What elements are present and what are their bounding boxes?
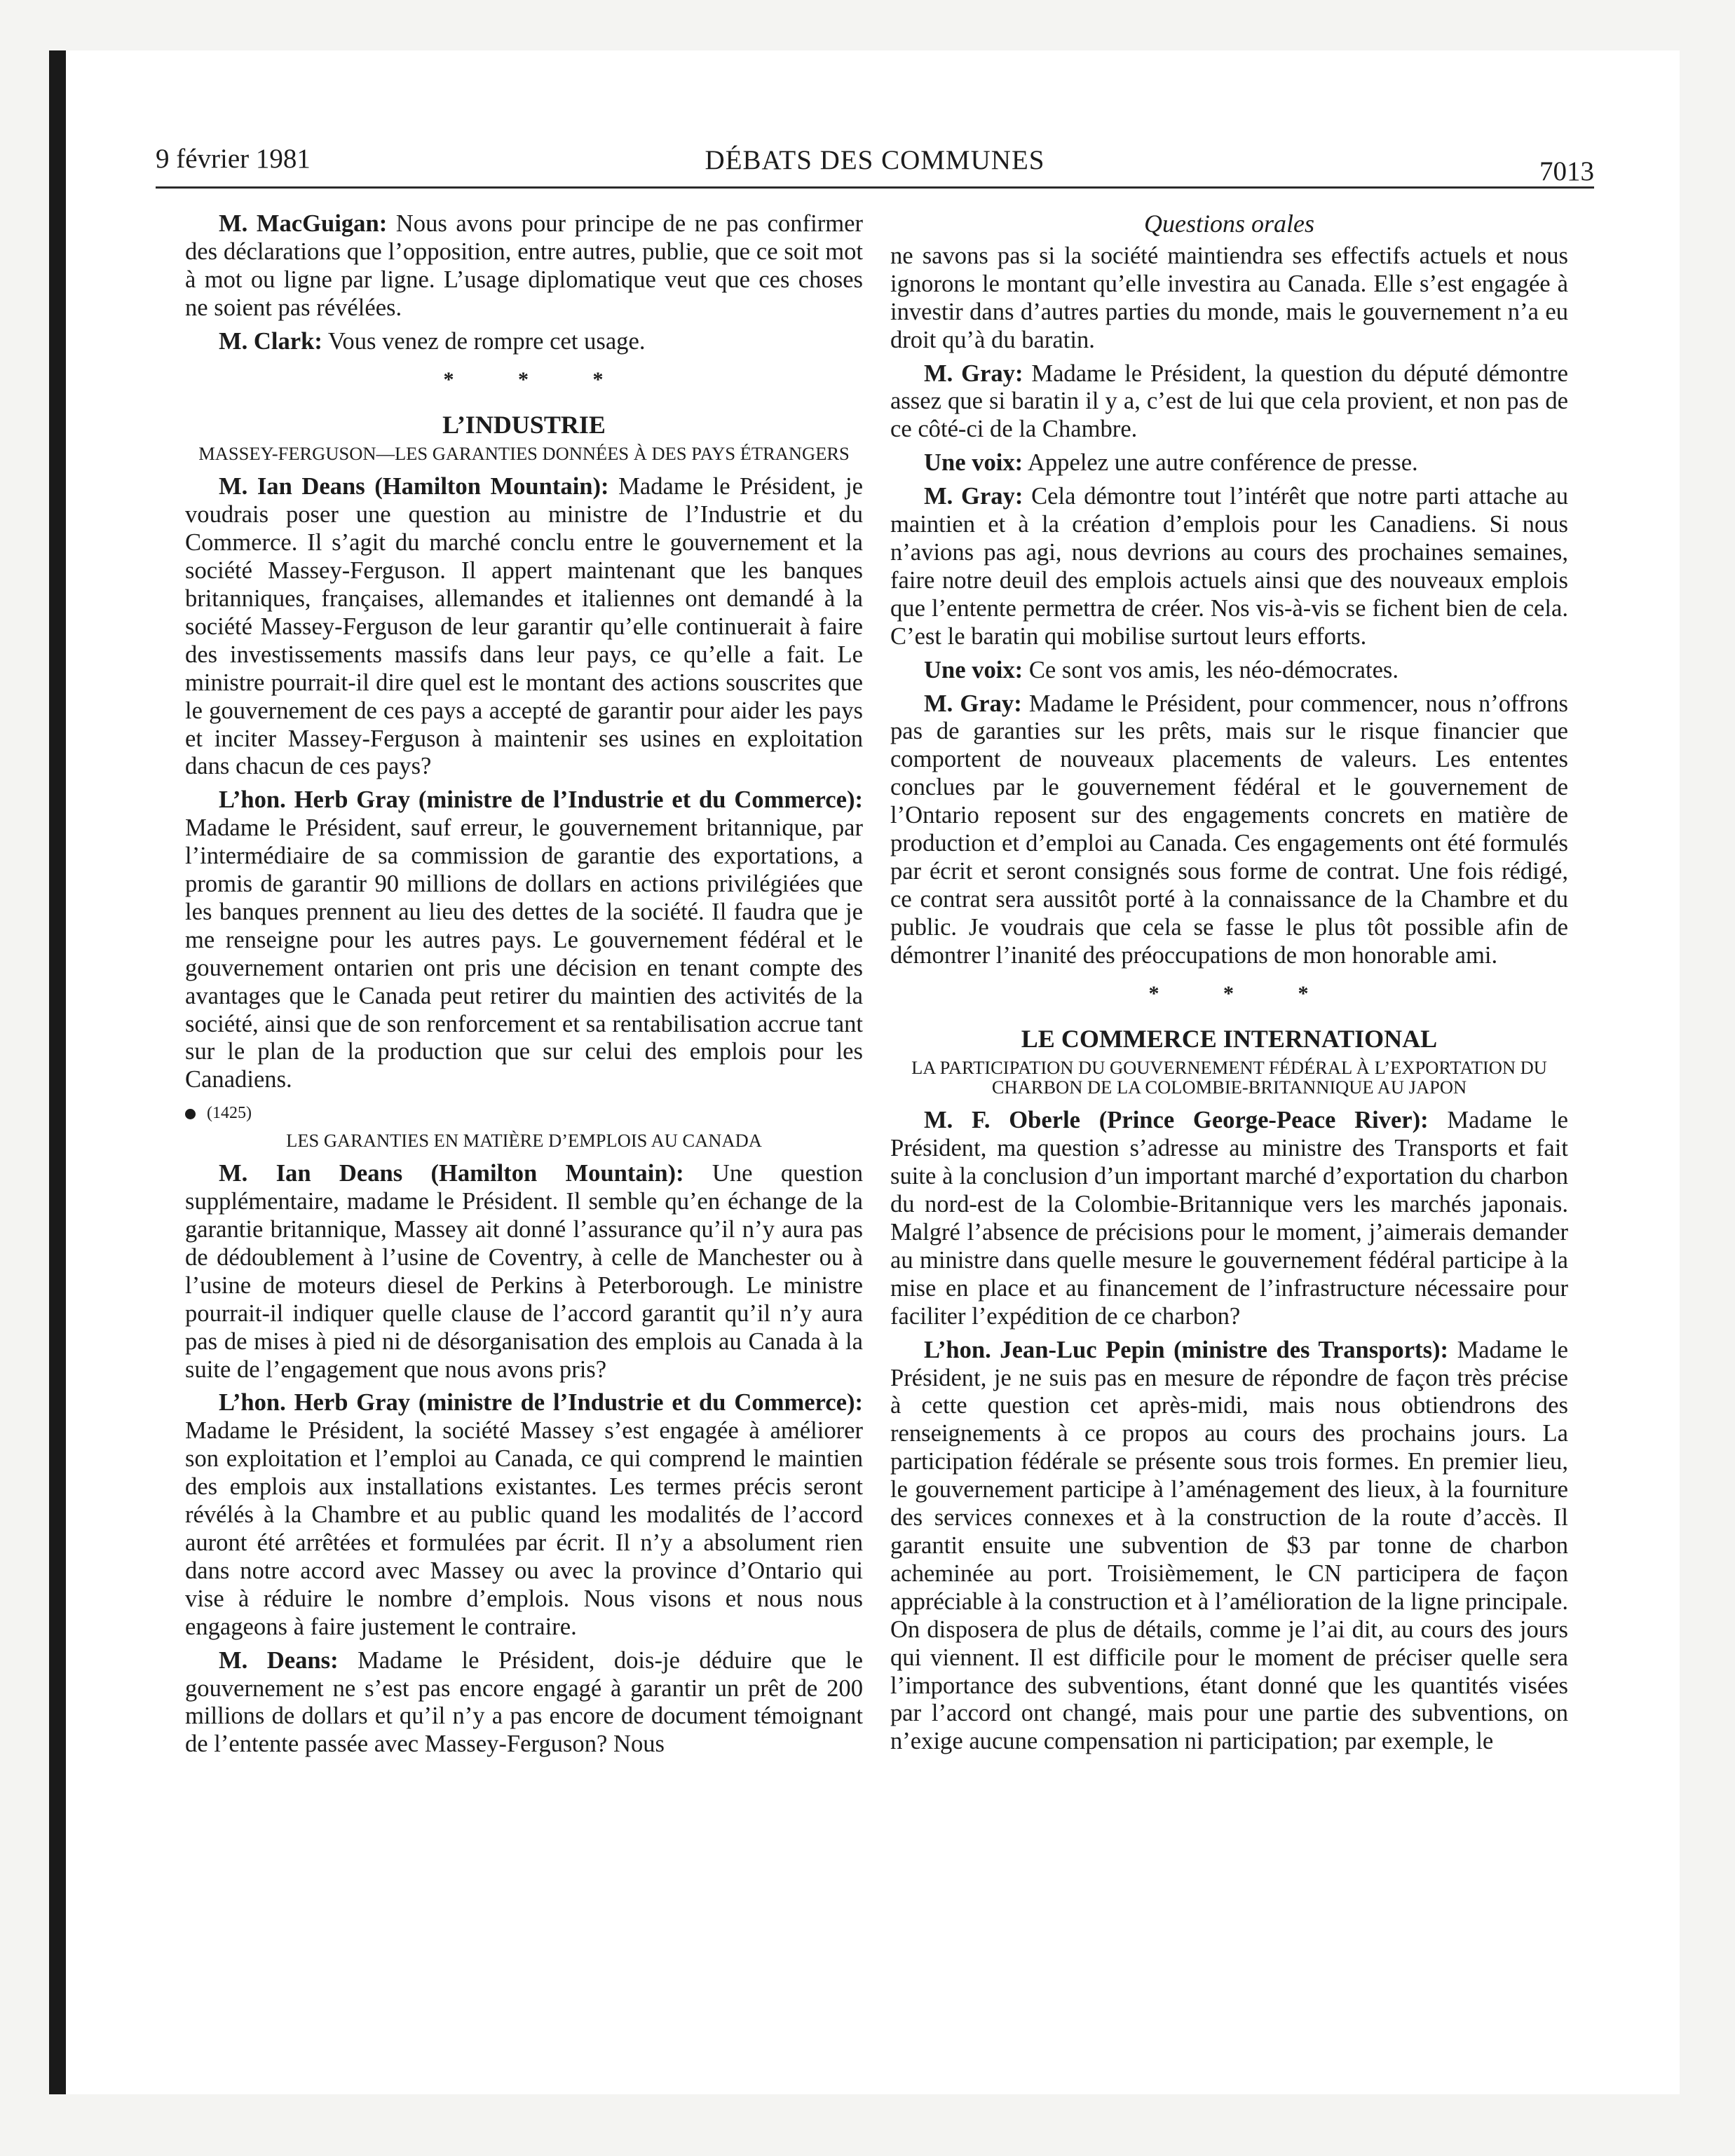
- paragraph: [890, 360, 1568, 444]
- binding-edge: [49, 50, 66, 2094]
- time-marker: [185, 1100, 863, 1128]
- speaker: M. Gray:: [924, 360, 1023, 387]
- paragraph: [890, 483, 1568, 650]
- speaker: M. Gray:: [924, 690, 1022, 717]
- speaker: M. F. Oberle (Prince George-Peace River):: [924, 1107, 1429, 1134]
- paragraph: [185, 1647, 863, 1759]
- speech-text: Madame le Président, pour commencer, nous n’offrons pas de garanties sur les prêts, mais sur le risque financier que comportent de nouveaux placements de valeurs. Les ententes conclues par le gouvernement fédéral et le gouvernement de l’Ontario reposent sur des engagements concrets en matière de production et d’emploi au Canada. Ces engagements ont été formulés par écrit et seront consignés sous forme de contrat. Une fois rédigé, ce contrat sera aussitôt porté à la connaissance de la Chambre et du public. Je voudrais que cela se fasse le plus tôt possible afin de démontrer l’inanité des préoccupations de mon honorable ami.: [890, 690, 1569, 969]
- section-separator: * * *: [1148, 981, 1338, 1005]
- section-heading: L’INDUSTRIE: [442, 411, 606, 439]
- speech-text: Madame le Président, je ne suis pas en mesure de répondre de façon très précise à cette question cet après-midi, mais nous obtiendrons des renseignements à ce propos au cours des prochains jours. La participation fédérale se présente sous trois formes. En premier lieu, le gouvernement participe à l’aménagement des lieux, à la fourniture des services connexes et à la construction de la route d’accès. Il garantit ensuite une subvention de $3 par tonne de charbon acheminée au port. Troisièmement, le CN participera de façon appréciable à la construction et à l’amélioration de la ligne principale. On disposera de plus de détails, comme je l’ai dit, au cours des jours qui viennent. Il est difficile pour le moment de préciser quelle sera l’importance des subventions, étant donné que les quantités visées par l’accord ont changé, mais pour une partie des subventions, on n’exige aucune compensation ni participation; par exemple, le: [890, 1336, 1568, 1755]
- time-marker-text: (1425): [207, 1104, 252, 1123]
- paragraph-continued: ne savons pas si la société maintiendra ses effectifs actuels et nous ignorons le montant qu’elle investira au Canada. Elle s’est engagée à investir dans d’autres parties du monde, mais le gouvernement n’a eu droit qu’à du baratin.: [890, 242, 1568, 353]
- speaker: M. Ian Deans (Hamilton Mountain):: [219, 473, 609, 500]
- header-title: DÉBATS DES COMMUNES: [705, 145, 1045, 175]
- speech-text: Appelez une autre conférence de presse.: [1023, 449, 1418, 477]
- speaker: L’hon. Herb Gray (ministre de l’Industrie et du Commerce):: [219, 786, 863, 814]
- section-subheading: LA PARTICIPATION DU GOUVERNEMENT FÉDÉRAL À L’EXPORTATION DU CHARBON DE LA COLOMBIE-BRITANNIQUE AU JAPON: [911, 1057, 1547, 1098]
- left-column: [185, 210, 863, 1764]
- paragraph: [185, 328, 863, 356]
- section-heading: LE COMMERCE INTERNATIONAL: [1021, 1025, 1438, 1053]
- speech-text: Ce sont vos amis, les néo-démocrates.: [1023, 656, 1399, 683]
- paragraph: [185, 473, 863, 781]
- paragraph: [890, 657, 1568, 685]
- right-column: [890, 210, 1568, 1761]
- section-separator: * * *: [443, 367, 633, 391]
- running-title: Questions orales: [1144, 210, 1314, 238]
- speaker: L’hon. Herb Gray (ministre de l’Industrie et du Commerce):: [219, 1389, 863, 1417]
- speech-text: Nous avons pour principe de ne pas confirmer des déclarations que l’opposition, entre autres, publie, que ce soit mot à mot ou ligne par ligne. L’usage diplomatique veut que ces choses ne soient pas révélées.: [185, 210, 863, 321]
- paragraph: [890, 449, 1568, 477]
- speaker: M. Gray:: [924, 483, 1023, 510]
- paragraph: [185, 210, 863, 322]
- section-subheading: MASSEY-FERGUSON—LES GARANTIES DONNÉES À DES PAYS ÉTRANGERS: [198, 443, 850, 465]
- paragraph: [890, 1337, 1568, 1756]
- speaker: Une voix:: [924, 449, 1023, 477]
- page-header: [156, 143, 1594, 188]
- speech-text: Madame le Président, dois-je déduire que le gouvernement ne s’est pas encore engagé à garantir un prêt de 200 millions de dollars et qu’il n’y a pas encore de document témoignant de l’entente passée avec Massey-Ferguson? Nous: [185, 1646, 863, 1758]
- paragraph: [185, 1389, 863, 1641]
- speech-text: Madame le Président, sauf erreur, le gouvernement britannique, par l’intermédiaire de sa commission de garantie des exportations, a promis de garantir 90 millions de dollars en actions privilégiées que les banques prennent au lieu des dettes de la société. Il faudra que je me renseigne pour les autres pays. Le gouvernement fédéral et le gouvernement ontarien ont pris une décision en tenant compte des avantages que le Canada peut retirer du maintien des activités de la société, ainsi que de son renforcement et sa rentabilisation accrue tant sur le plan de la production que sur celui des emplois pour les Canadiens.: [185, 814, 863, 1093]
- speaker: M. Ian Deans (Hamilton Mountain):: [219, 1160, 684, 1187]
- speaker: M. Deans:: [219, 1646, 339, 1674]
- bullet-dot-icon: [185, 1109, 196, 1119]
- speaker: L’hon. Jean-Luc Pepin (ministre des Transports):: [924, 1336, 1449, 1363]
- header-rule: [156, 186, 1594, 189]
- paragraph: [185, 1160, 863, 1384]
- paragraph: [890, 690, 1568, 970]
- paragraph: [185, 786, 863, 1094]
- speech-text: Madame le Président, la société Massey s’est engagée à améliorer son exploitation et l’emploi au Canada, ce qui comprend le maintien des emplois aux installations existantes. Les termes précis seront révélés à la Chambre et au public quand les modalités de l’accord auront été arrêtées et formulées par écrit. Il n’y a absolument rien dans notre accord avec Massey ou avec la province d’Ontario qui vise à réduire le nombre d’emplois. Nous visons et nous nous engageons à faire justement le contraire.: [185, 1417, 863, 1640]
- speech-text: Madame le Président, ma question s’adresse au ministre des Transports et fait suite à la conclusion d’un important marché d’exportation du charbon du nord-est de la Colombie-Britannique vers les marchés japonais. Malgré l’absence de précisions pour le moment, j’aimerais demander au ministre dans quelle mesure le gouvernement fédéral participe à la mise en place et au financement de l’infrastructure nécessaire pour faciliter l’expédition de ce charbon?: [890, 1107, 1568, 1330]
- speech-text: Vous venez de rompre cet usage.: [322, 327, 646, 355]
- speaker: M. MacGuigan:: [219, 210, 388, 237]
- header-date: 9 février 1981: [156, 144, 311, 174]
- paragraph: [890, 1107, 1568, 1330]
- speaker: M. Clark:: [219, 327, 322, 355]
- speech-text: Une question supplémentaire, madame le Président. Il semble qu’en échange de la garantie britannique, Massey ait donné l’assurance qu’il n’y aura pas de dédoublement à l’usine de Coventry, à celle de Manchester ou à l’usine de moteurs diesel de Perkins à Peterborough. Le ministre pourrait-il indiquer quelle clause de l’accord garantit qu’il n’y aura pas de mises à pied ni de désorganisation des emplois au Canada à la suite de l’engagement que nous avons pris?: [185, 1160, 863, 1383]
- speech-text: Cela démontre tout l’intérêt que notre parti attache au maintien et à la création d’emplois pour les Canadiens. Si nous n’avions pas agi, nous devrions au cours des prochaines semaines, faire notre deuil des emplois actuels ainsi que des nouveaux emplois que l’entente permettra de créer. Nos vis-à-vis se fichent bien de cela. C’est le baratin qui mobilise surtout leurs efforts.: [890, 483, 1568, 650]
- speaker: Une voix:: [924, 656, 1023, 683]
- speech-text: Madame le Président, je voudrais poser une question au ministre de l’Industrie et du Commerce. Il s’agit du marché conclu entre le gouvernement et la société Massey-Ferguson. Il appert maintenant que les banques britanniques, françaises, allemandes et italiennes ont demandé à la société Massey-Ferguson de leur garantir qu’elle continuerait à faire des investissements massifs dans leur pays, ce qu’elle a fait. Le ministre pourrait-il dire quel est le montant des actions souscrites que le gouvernement de ces pays a accepté de garantir pour aider les pays et inciter Massey-Ferguson à maintenir ses usines en exploitation dans chacun de ces pays?: [185, 473, 863, 780]
- speech-text: Madame le Président, la question du député démontre assez que si baratin il y a, c’est de lui que cela provient, et non pas de ce côté-ci de la Chambre.: [890, 360, 1568, 443]
- section-subheading: LES GARANTIES EN MATIÈRE D’EMPLOIS AU CANADA: [286, 1130, 762, 1152]
- header-page-number: 7013: [1539, 156, 1594, 186]
